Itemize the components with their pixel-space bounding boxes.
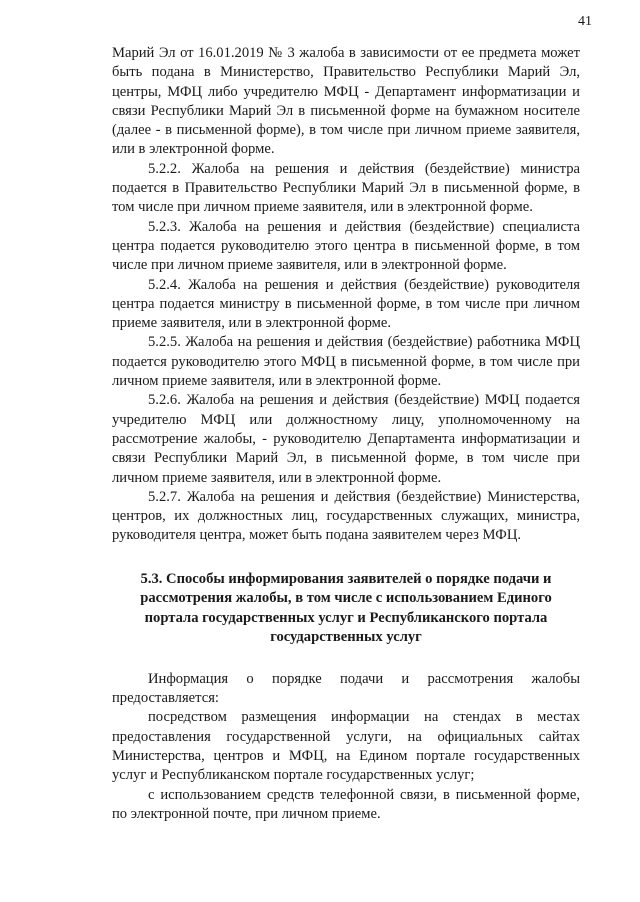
paragraph-5-2-5: 5.2.5. Жалоба на решения и действия (бездействие) работника МФЦ подается руководителю этого МФЦ в письменной форме, в том числе при личном приеме заявителя, или в электронной форме. xyxy=(112,334,580,390)
paragraph-stands: посредством размещения информации на стендах в местах предоставления государственной услуги, на официальных сайтах Министерства, центров и МФЦ, на Едином портале государственных услуг и Республиканском портале государственных услуг; xyxy=(112,709,580,784)
page-number: 41 xyxy=(578,14,592,29)
paragraph-telephone: с использованием средств телефонной связи, в письменной форме, по электронной почте, при личном приеме. xyxy=(112,786,580,822)
paragraph-5-2-7: 5.2.7. Жалоба на решения и действия (бездействие) Министерства, центров, их должностных лиц, государственных служащих, министра, руководителя центра, может быть подана заявителем через МФЦ. xyxy=(112,488,580,544)
paragraph-5-2-3: 5.2.3. Жалоба на решения и действия (бездействие) специалиста центра подается руководителю этого центра в письменной форме, в том числе при личном приеме заявителя, или в электронной форме. xyxy=(112,218,580,274)
paragraph-information: Информация о порядке подачи и рассмотрения жалобы предоставляется: xyxy=(112,670,580,707)
paragraph-5-2-6: 5.2.6. Жалоба на решения и действия (бездействие) МФЦ подается учредителю МФЦ или должностному лицу, уполномоченному на рассмотрение жалобы, - руководителю Департамента информатизации и связи Республики Марий Эл, в письменной форме, в том числе при личном приеме заявителя, или в электронной форме. xyxy=(112,392,580,486)
section-heading-5-3: 5.3. Способы информирования заявителей о порядке подачи и рассмотрения жалобы, в том числе с использованием Единого портала государственных услуг и Республиканского портала государственных услуг xyxy=(140,570,552,646)
paragraph-5-2-2: 5.2.2. Жалоба на решения и действия (бездействие) министра подается в Правительство Республики Марий Эл в письменной форме, в том числе при личном приеме заявителя, или в электронной форме. xyxy=(112,160,580,216)
paragraph-intro: Марий Эл от 16.01.2019 № 3 жалоба в зависимости от ее предмета может быть подана в Министерство, Правительство Республики Марий Эл, центры, МФЦ либо учредителю МФЦ - Департамент информатизации и связи Республики Марий Эл в письменной форме на бумажном носителе (далее - в письменной форме), в том числе при личном приеме заявителя, или в электронной форме. xyxy=(112,45,580,158)
document-body xyxy=(112,44,580,824)
paragraph-5-2-4: 5.2.4. Жалоба на решения и действия (бездействие) руководителя центра подается министру в письменной форме, в том числе при личном приеме заявителя, или в электронной форме. xyxy=(112,276,580,332)
